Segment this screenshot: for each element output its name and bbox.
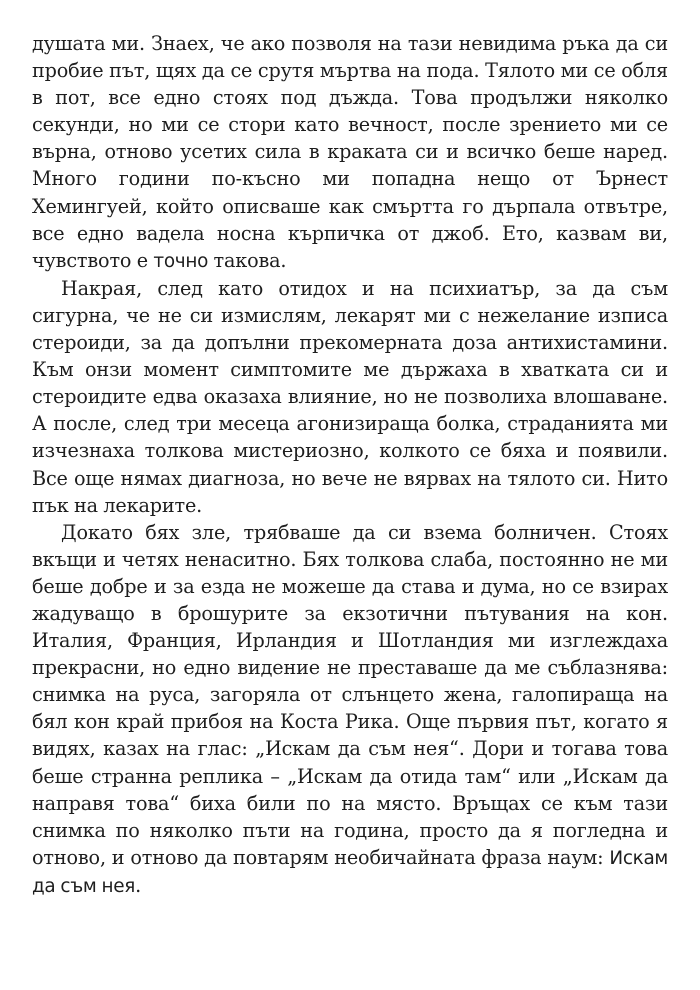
book-page: [32, 30, 668, 900]
paragraph-1: [32, 30, 668, 275]
paragraph-3-ending: .: [135, 873, 142, 897]
paragraph-3-text: Докато бях зле, трябваше да си взема болничен. Стоях вкъщи и четях ненаситно. Бях толкова слаба, постоянно не ми беше добре и за езда не можеше да става и дума, но се взирах жадуващо в брошурите за екзотични пътувания на кон. Италия, Франция, Ирландия и Шотландия ми изглеждаха прекрасни, но едно видение не преставаше да ме съблазнява: снимка на руса, загоряла от слънцето жена, галопираща на бял кон край прибоя на Коста Рика. Още първия път, когато я видях, казах на глас: „Искам да съм нея“. Дори и тогава това беше странна реплика – „Искам да отида там“ или „Искам да направя това“ биха били по на място. Връщах се към тази снимка по няколко пъти на година, просто да я погледна и отново, и отново да повтарям необичайната фраза наум:: [32, 520, 668, 869]
paragraph-1-ending: такова.: [208, 248, 287, 272]
paragraph-1-text: душата ми. Знаех, че ако позволя на тази невидима ръка да си пробие път, щях да се срутя мъртва на пода. Тялото ми се обля в пот, все едно стоях под дъжда. Това продължи няколко секунди, но ми се стори като вечност, после зрението ми се върна, отново усетих сила в краката си и всичко беше наред. Много години по-късно ми попадна нещо от Ърнест Хемингуей, който описваше как смъртта го дърпала отвътре, все едно вадела носна кърпичка от джоб. Ето, казвам ви, чувството е: [32, 32, 668, 272]
paragraph-2: Накрая, след като отидох и на психиатър, за да съм сигурна, че не си измислям, лекарят ми с нежелание изписа стероиди, за да допълни прекомерната доза антихистамини. Към онзи момент симптомите ме държаха в хватката си и стероидите едва оказаха влияние, но не позволиха влошаване. А после, след три месеца агонизираща болка, страданията ми изчезнаха толкова мистериозно, колкото се бяха и появили. Все още нямах диагноза, но вече не вярвах на тялото си. Нито пък на лекарите.: [32, 276, 668, 517]
paragraph-3: [32, 519, 668, 900]
paragraph-3-emphasis: Искам да съм нея: [32, 847, 668, 897]
paragraph-1-emphasis: точно: [153, 250, 209, 272]
